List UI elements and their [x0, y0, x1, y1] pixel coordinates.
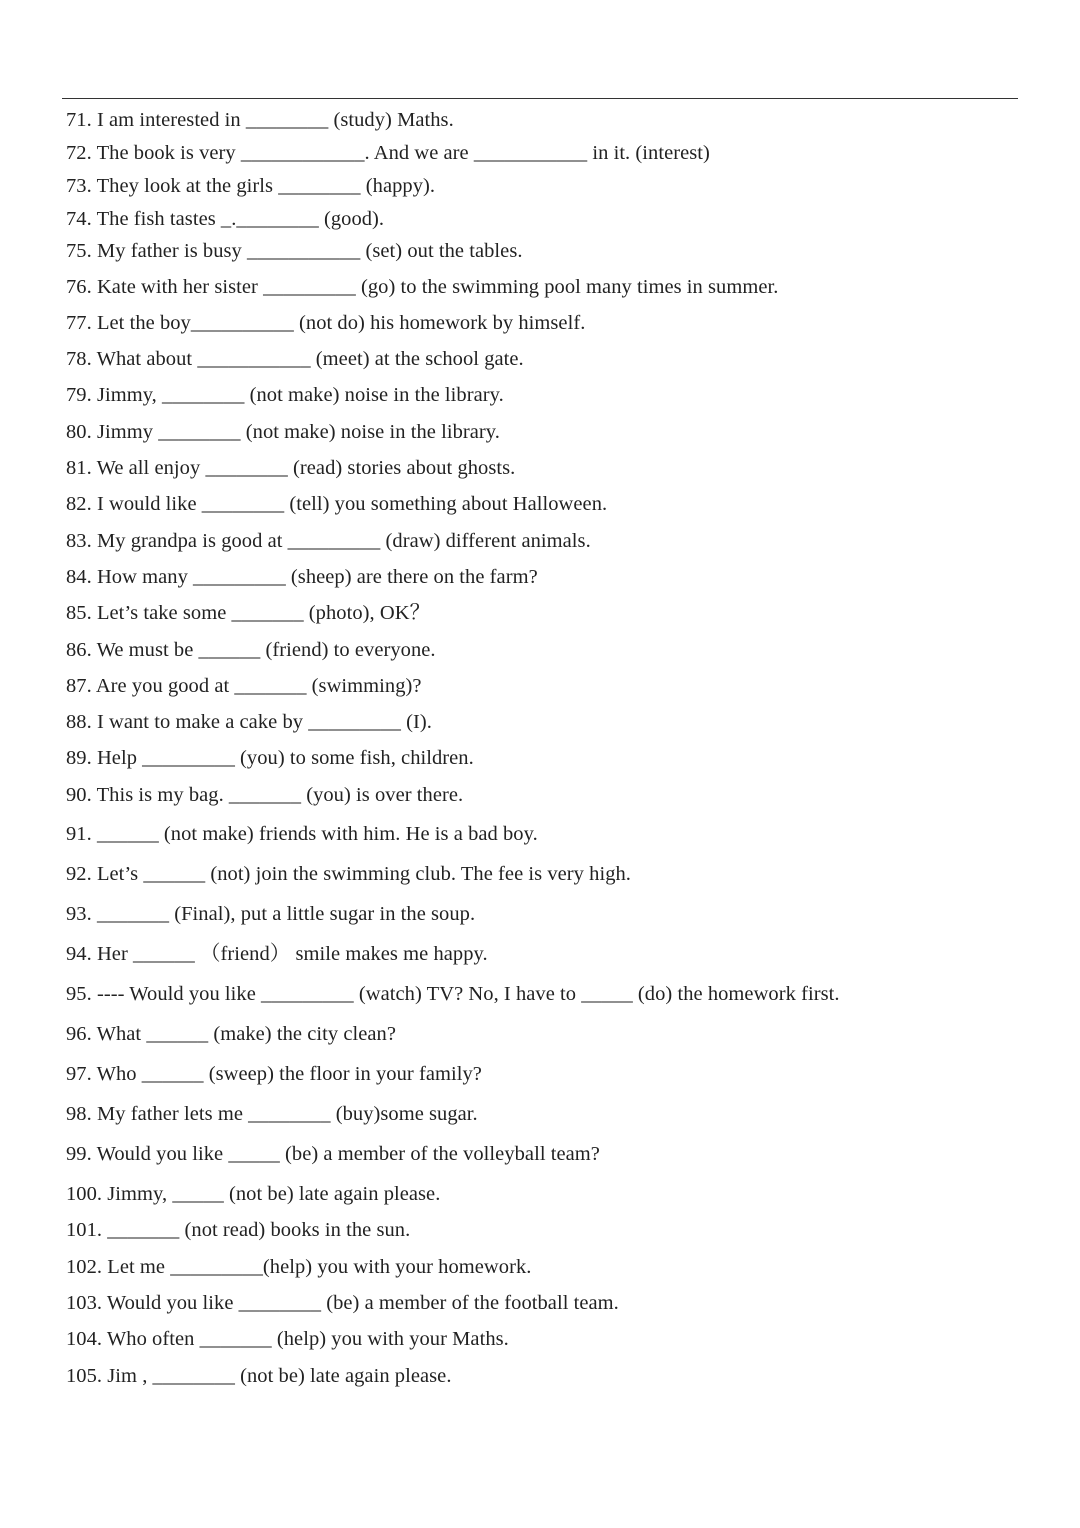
exercise-93: 93. _______ (Final), put a little sugar in the soup.: [66, 903, 476, 925]
exercise-104: 104. Who often _______ (help) you with your Maths.: [66, 1328, 509, 1350]
exercise-77: 77. Let the boy__________ (not do) his homework by himself.: [66, 312, 586, 334]
exercise-90: 90. This is my bag. _______ (you) is over there.: [66, 784, 464, 806]
exercise-95: 95. ---- Would you like _________ (watch) TV? No, I have to _____ (do) the homework first.: [66, 983, 840, 1005]
exercise-102: 102. Let me _________(help) you with your homework.: [66, 1256, 532, 1278]
exercise-88: 88. I want to make a cake by _________ (I).: [66, 711, 432, 733]
exercise-97: 97. Who ______ (sweep) the floor in your family?: [66, 1063, 482, 1085]
exercise-91: 91. ______ (not make) friends with him. He is a bad boy.: [66, 823, 538, 845]
exercise-92: 92. Let’s ______ (not) join the swimming club. The fee is very high.: [66, 863, 631, 885]
exercise-103: 103. Would you like ________ (be) a member of the football team.: [66, 1292, 619, 1314]
top-horizontal-rule: [62, 98, 1018, 99]
exercise-98: 98. My father lets me ________ (buy)some sugar.: [66, 1103, 478, 1125]
exercise-105: 105. Jim , ________ (not be) late again please.: [66, 1365, 452, 1387]
exercise-74: 74. The fish tastes _.________ (good).: [66, 208, 385, 230]
exercise-99: 99. Would you like _____ (be) a member of the volleyball team?: [66, 1143, 600, 1165]
exercise-96: 96. What ______ (make) the city clean?: [66, 1023, 396, 1045]
exercise-81: 81. We all enjoy ________ (read) stories about ghosts.: [66, 457, 516, 479]
exercise-72: 72. The book is very ____________. And we are ___________ in it. (interest): [66, 142, 710, 164]
exercise-100: 100. Jimmy, _____ (not be) late again please.: [66, 1183, 441, 1205]
exercise-78: 78. What about ___________ (meet) at the school gate.: [66, 348, 524, 370]
exercise-71: 71. I am interested in ________ (study) Maths.: [66, 109, 454, 131]
exercise-76: 76. Kate with her sister _________ (go) to the swimming pool many times in summer.: [66, 276, 779, 298]
exercise-84: 84. How many _________ (sheep) are there on the farm?: [66, 566, 538, 588]
exercise-80: 80. Jimmy ________ (not make) noise in the library.: [66, 421, 500, 443]
exercise-87: 87. Are you good at _______ (swimming)?: [66, 675, 422, 697]
exercise-83: 83. My grandpa is good at _________ (draw) different animals.: [66, 530, 591, 552]
exercise-73: 73. They look at the girls ________ (happy).: [66, 175, 436, 197]
exercise-94: 94. Her ______ （friend） smile makes me happy.: [66, 943, 488, 965]
exercise-79: 79. Jimmy, ________ (not make) noise in the library.: [66, 384, 504, 406]
exercise-82: 82. I would like ________ (tell) you something about Halloween.: [66, 493, 608, 515]
exercise-89: 89. Help _________ (you) to some fish, children.: [66, 747, 474, 769]
exercise-85: 85. Let’s take some _______ (photo), OK？: [66, 602, 431, 624]
exercise-75: 75. My father is busy ___________ (set) out the tables.: [66, 240, 523, 262]
exercise-101: 101. _______ (not read) books in the sun.: [66, 1219, 411, 1241]
exercise-86: 86. We must be ______ (friend) to everyone.: [66, 639, 436, 661]
